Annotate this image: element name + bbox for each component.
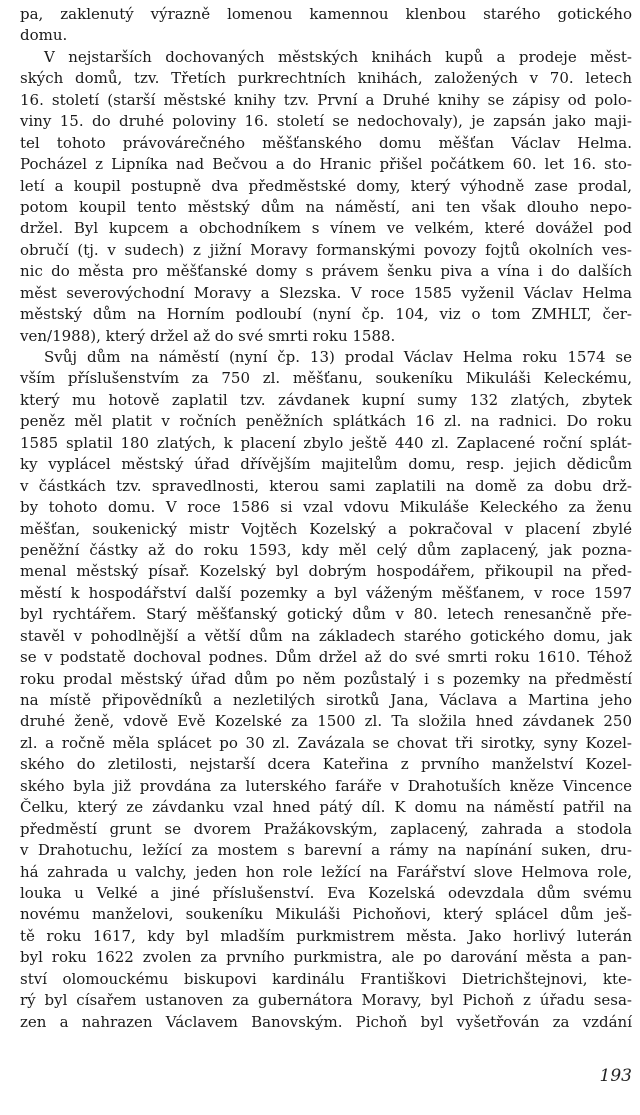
text-line: 1585 splatil 180 zlatých, k placení zbylo ještě 440 zl. Zaplacené roční splát- xyxy=(20,433,632,452)
text-line: peněz měl platit v ročních peněžních splátkách 16 zl. na radnici. Do roku xyxy=(20,412,632,431)
text-line: měšťan, soukenický mistr Vojtěch Kozelský a pokračoval v placení zbylé xyxy=(20,519,632,538)
text-line: 16. století (starší městské knihy tzv. První a Druhé knihy se zápisy od polo- xyxy=(20,90,632,109)
text-line: menal městský písař. Kozelský byl dobrým hospodářem, přikoupil na před- xyxy=(20,562,632,581)
paragraph-first-line: V nejstarších dochovaných městských knihách kupů a prodeje měst- xyxy=(44,47,632,66)
text-line: tel tohoto právovárečného měšťanského domu měšťan Václav Helma. xyxy=(20,133,632,152)
text-line: stavěl v pohodlnější a větší dům na základech starého gotického domu, jak xyxy=(20,626,632,645)
paragraph-first-line: Svůj dům na náměstí (nyní čp. 13) prodal Václav Helma roku 1574 se xyxy=(44,348,632,366)
text-line: který mu hotově zaplatil tzv. závdanek kupní sumy 132 zlatých, zbytek xyxy=(20,390,632,409)
text-line: novému manželovi, soukeníku Mikuláši Pichoňovi, který splácel dům ješ- xyxy=(20,905,632,924)
text-line: byl roku 1622 zvolen za prvního purkmistra, ale po darování města a pan- xyxy=(20,948,632,967)
text-line: předměstí grunt se dvorem Pražákovským, zaplacený, zahrada a stodola xyxy=(20,819,632,838)
text-line: by tohoto domu. V roce 1586 si vzal vdovu Mikuláše Keleckého za ženu xyxy=(20,498,632,517)
text-line: se v podstatě dochoval podnes. Dům držel až do své smrti roku 1610. Téhož xyxy=(20,648,632,667)
text-line: viny 15. do druhé poloviny 16. století se nedochovaly), je zapsán jako maji- xyxy=(20,112,632,131)
text-line: domu. xyxy=(20,26,68,45)
text-line: pa, zaklenutý výrazně lomenou kamennou klenbou starého gotického xyxy=(20,5,632,23)
text-line: v Drahotuchu, ležící za mostem s barevní a rámy na napínání suken, dru- xyxy=(20,841,632,860)
text-line: ských domů, tzv. Třetích purkrechtních knihách, založených v 70. letech xyxy=(20,69,632,88)
text-line: městský dům na Horním podloubí (nyní čp. 104, viz o tom ZMHLT, čer- xyxy=(20,305,632,324)
text-line: měst severovýchodní Moravy a Slezska. V roce 1585 vyženil Václav Helma xyxy=(20,283,632,302)
text-line: v částkách tzv. spravedlnosti, kterou sami zaplatili na domě za dobu drž- xyxy=(20,476,632,495)
text-line: ského do zletilosti, nejstarší dcera Kateřina z prvního manželství Kozel- xyxy=(20,755,632,774)
text-line: louka u Velké a jiné příslušenství. Eva Kozelská odevzdala dům svému xyxy=(20,883,632,902)
text-line: tě roku 1617, kdy byl mladším purkmistrem města. Jako horlivý luterán xyxy=(20,926,632,945)
text-line: vším příslušenstvím za 750 zl. měšťanu, soukeníku Mikuláši Keleckému, xyxy=(20,369,632,388)
text-line: byl rychtářem. Starý měšťanský gotický dům v 80. letech renesančně pře- xyxy=(20,605,632,624)
text-line: na místě připovědníků a nezletilých sirotků Jana, Václava a Martina jeho xyxy=(20,691,632,709)
text-line: ky vyplácel městský úřad dřívějším majitelům domu, resp. jejich dědicům xyxy=(20,455,632,474)
text-line: Pocházel z Lipníka nad Bečvou a do Hranic přišel počátkem 60. let 16. sto- xyxy=(20,155,632,174)
text-line: peněžní částky až do roku 1593, kdy měl celý dům zaplacený, jak pozna- xyxy=(20,540,632,559)
body-text xyxy=(20,4,632,1033)
text-line: roku prodal městský úřad dům po něm pozůstalý i s pozemky na předměstí xyxy=(20,669,632,688)
text-line: obručí (tj. v sudech) z jižní Moravy formanskými povozy fojtů okolních ves- xyxy=(20,240,632,259)
page-number: 193 xyxy=(599,1066,632,1086)
text-line: nic do města pro měšťanské domy s právem šenku piva a vína i do dalších xyxy=(20,262,632,281)
text-line: potom koupil tento městský dům na náměstí, ani ten však dlouho nepo- xyxy=(20,197,632,216)
text-line: ství olomouckému biskupovi kardinálu Františkovi Dietrichštejnovi, kte- xyxy=(20,969,632,988)
text-line: há zahrada u valchy, jeden hon role ležící na Farářství slove Helmova role, xyxy=(20,862,632,881)
text-line: ského byla již provdána za luterského faráře v Drahotuších kněze Vincence xyxy=(20,776,632,795)
text-line: Čelku, který ze závdanku vzal hned pátý díl. K domu na náměstí patřil na xyxy=(20,798,632,817)
text-line: zen a nahrazen Václavem Banovským. Pichoň byl vyšetřován za vzdání xyxy=(20,1012,632,1031)
text-line: ven/1988), který držel až do své smrti roku 1588. xyxy=(20,326,396,345)
text-line: zl. a ročně měla splácet po 30 zl. Zavázala se chovat tři sirotky, syny Kozel- xyxy=(20,733,632,752)
text-line: městí k hospodářství další pozemky a byl váženým měšťanem, v roce 1597 xyxy=(20,583,632,602)
text-line: držel. Byl kupcem a obchodníkem s vínem ve velkém, které dovážel pod xyxy=(20,219,632,238)
text-line: letí a koupil postupně dva předměstské domy, který výhodně zase prodal, xyxy=(20,176,632,195)
text-line: druhé ženě, vdově Evě Kozelské za 1500 zl. Ta složila hned závdanek 250 xyxy=(20,712,632,731)
text-line: rý byl císařem ustanoven za gubernátora Moravy, byl Pichoň z úřadu sesa- xyxy=(20,991,632,1010)
